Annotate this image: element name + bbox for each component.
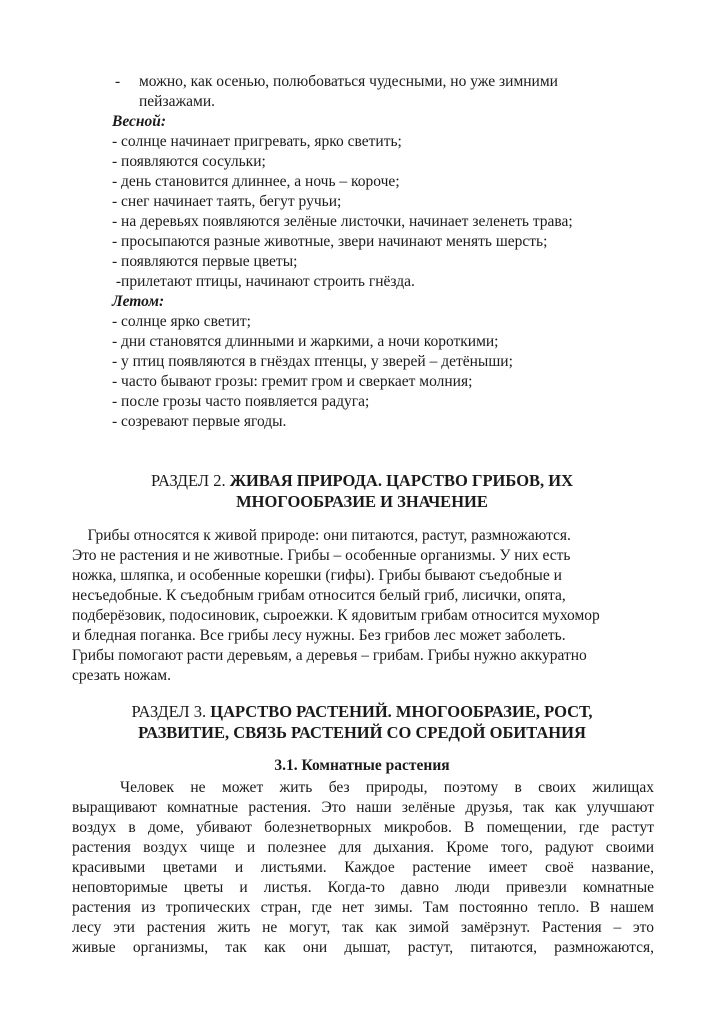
- section-2-heading-line2: [60, 491, 664, 512]
- section-2-title-line2: МНОГООБРАЗИЕ И ЗНАЧЕНИЕ: [236, 492, 488, 511]
- list-item: - на деревьях появляются зелёные листочки, начинает зеленеть трава;: [112, 213, 573, 230]
- list-item: - дни становятся длинными и жаркими, а ночи короткими;: [112, 333, 499, 350]
- section-2-heading: [60, 470, 664, 491]
- list-item: - солнце ярко светит;: [112, 313, 251, 330]
- list-item: - солнце начинает пригревать, ярко светить;: [112, 133, 402, 150]
- paragraph-line: неповторимые цветы и листья. Когда-то давно люди привезли комнатные: [72, 879, 654, 896]
- subsection-title: 3.1. Комнатные растения: [274, 757, 450, 774]
- list-item: - день становится длиннее, а ночь – короче;: [112, 173, 400, 190]
- section-3-title-line2: РАЗВИТИЕ, СВЯЗЬ РАСТЕНИЙ СО СРЕДОЙ ОБИТАНИЯ: [138, 723, 586, 742]
- list-item: - просыпаются разные животные, звери начинают менять шерсть;: [112, 233, 548, 250]
- paragraph-line: Грибы относятся к живой природе: они питаются, растут, размножаются.: [72, 527, 571, 544]
- section-3-prefix: РАЗДЕЛ 3.: [131, 702, 211, 721]
- paragraph-line: срезать ножам.: [72, 667, 171, 684]
- list-item: можно, как осенью, полюбоваться чудесными, но уже зимними: [139, 73, 558, 90]
- list-dash: -: [115, 73, 121, 90]
- list-item: - снег начинает таять, бегут ручьи;: [112, 193, 342, 210]
- paragraph-line: растения воздух чище и полезнее для дыхания. Кроме того, радуют своими: [72, 839, 654, 856]
- list-item: - после грозы часто появляется радуга;: [112, 393, 370, 410]
- paragraph-line: красивыми цветами и листьями. Каждое растение имеет своё название,: [72, 859, 654, 876]
- list-item: -прилетают птицы, начинают строить гнёзда.: [112, 273, 415, 290]
- paragraph-line: Грибы помогают расти деревьям, а деревья – грибам. Грибы нужно аккуратно: [72, 647, 587, 664]
- paragraph-line: Человек не может жить без природы, поэтому в своих жилищах: [120, 779, 654, 796]
- season-title-spring: Весной:: [112, 113, 167, 130]
- paragraph-line: воздух в доме, убивают болезнетворных микробов. В помещении, где растут: [72, 819, 654, 836]
- paragraph-line: несъедобные. К съедобным грибам относится белый гриб, лисички, опята,: [72, 587, 566, 604]
- paragraph-line: выращивают комнатные растения. Это наши зелёные друзья, так как улучшают: [72, 799, 654, 816]
- section-3-heading-line2: [60, 722, 664, 743]
- paragraph-line: живые организмы, так как они дышат, растут, питаются, размножаются,: [72, 939, 654, 956]
- section-2-title-line1: ЖИВАЯ ПРИРОДА. ЦАРСТВО ГРИБОВ, ИХ: [229, 471, 574, 490]
- list-item: - часто бывают грозы: гремит гром и сверкает молния;: [112, 373, 473, 390]
- list-item-continuation: пейзажами.: [139, 93, 216, 110]
- section-2-prefix: РАЗДЕЛ 2.: [150, 471, 230, 490]
- list-item: - у птиц появляются в гнёздах птенцы, у зверей – детёныши;: [112, 353, 513, 370]
- season-title-summer: Летом:: [112, 293, 165, 310]
- list-item: - появляются первые цветы;: [112, 253, 298, 270]
- section-3-title-line1: ЦАРСТВО РАСТЕНИЙ. МНОГООБРАЗИЕ, РОСТ,: [210, 702, 593, 721]
- paragraph-line: растения из тропических стран, где нет зимы. Там постоянно тепло. В нашем: [72, 899, 654, 916]
- section-3-heading: [60, 701, 664, 722]
- list-item: - созревают первые ягоды.: [112, 413, 287, 430]
- paragraph-line: и бледная поганка. Все грибы лесу нужны. Без грибов лес может заболеть.: [72, 627, 566, 644]
- paragraph-line: лесу эти растения жить не могут, так как зимой замёрзнут. Растения – это: [72, 919, 654, 936]
- paragraph-line: подберёзовик, подосиновик, сыроежки. К ядовитым грибам относится мухомор: [72, 607, 600, 624]
- paragraph-line: Это не растения и не животные. Грибы – особенные организмы. У них есть: [72, 547, 571, 564]
- list-item: - появляются сосульки;: [112, 153, 266, 170]
- paragraph-line: ножка, шляпка, и особенные корешки (гифы). Грибы бывают съедобные и: [72, 567, 562, 584]
